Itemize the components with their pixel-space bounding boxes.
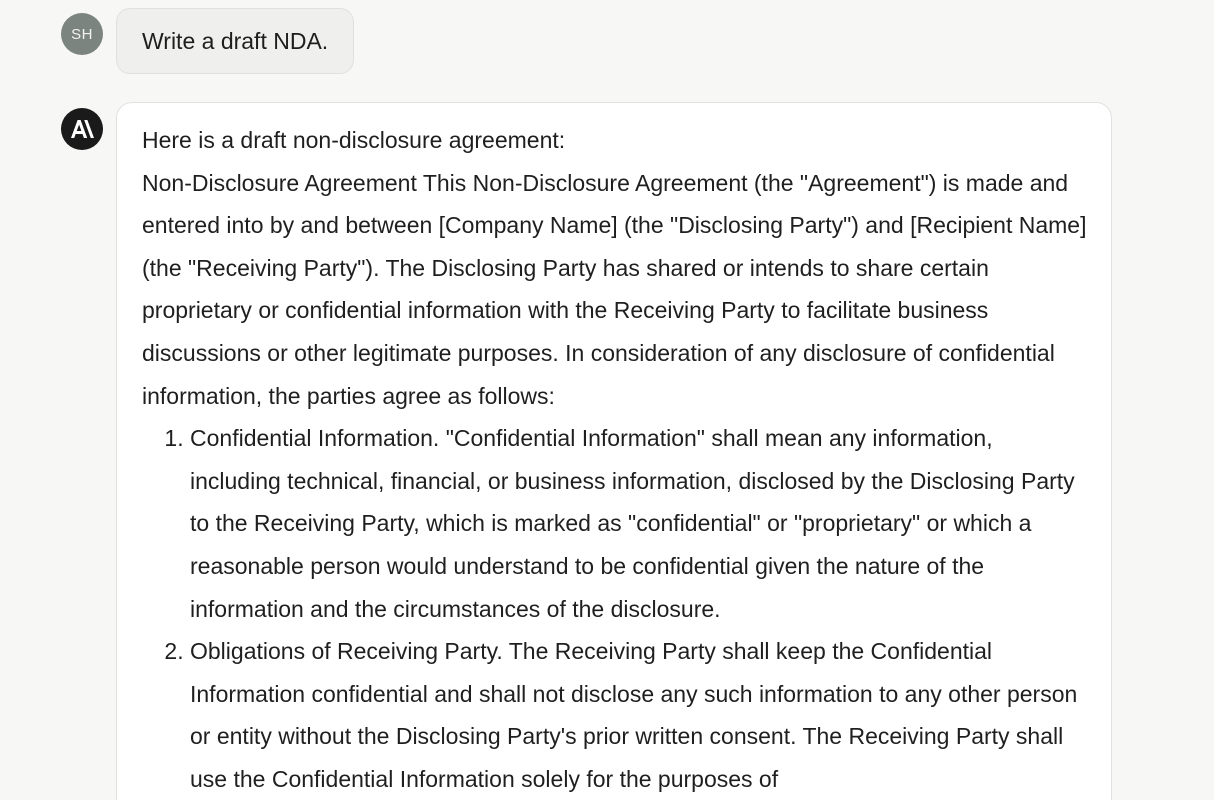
assistant-intro: Here is a draft non-disclosure agreement:: [142, 127, 566, 153]
user-message-bubble: [116, 8, 354, 74]
assistant-message-bubble: [116, 102, 1112, 800]
nda-preamble: Non-Disclosure Agreement This Non-Disclosure Agreement (the "Agreement") is made and entered into by and between [Company Name] (the "Disclosing Party") and [Recipient Name] (the "Receiving Party"). The Disclosing Party has shared or intends to share certain proprietary or confidential information with the Receiving Party to facilitate business discussions or other legitimate purposes. In consideration of any disclosure of confidential information, the parties agree as follows:: [142, 169, 1087, 409]
user-avatar: [61, 13, 103, 55]
assistant-avatar: [61, 108, 103, 150]
anthropic-logo-icon: [70, 119, 94, 139]
user-avatar-initials: SH: [71, 25, 93, 43]
user-message-text: Write a draft NDA.: [142, 27, 329, 54]
nda-clause-list: [142, 417, 1089, 800]
nda-clause: 1. Confidential Information. "Confidential Information" shall mean any information, including technical, financial, or business information, disclosed by the Disclosing Party to the Receiving Party, which is marked as "confidential" or "proprietary" or which a reasonable person would understand to be confidential given the nature of the information and the circumstances of the disclosure.: [190, 417, 1089, 630]
nda-clause: 2. Obligations of Receiving Party. The Receiving Party shall keep the Confidential Information confidential and shall not disclose any such information to any other person or entity without the Disclosing Party's prior written consent. The Receiving Party shall use the Confidential Information solely for the purposes of: [190, 630, 1089, 800]
